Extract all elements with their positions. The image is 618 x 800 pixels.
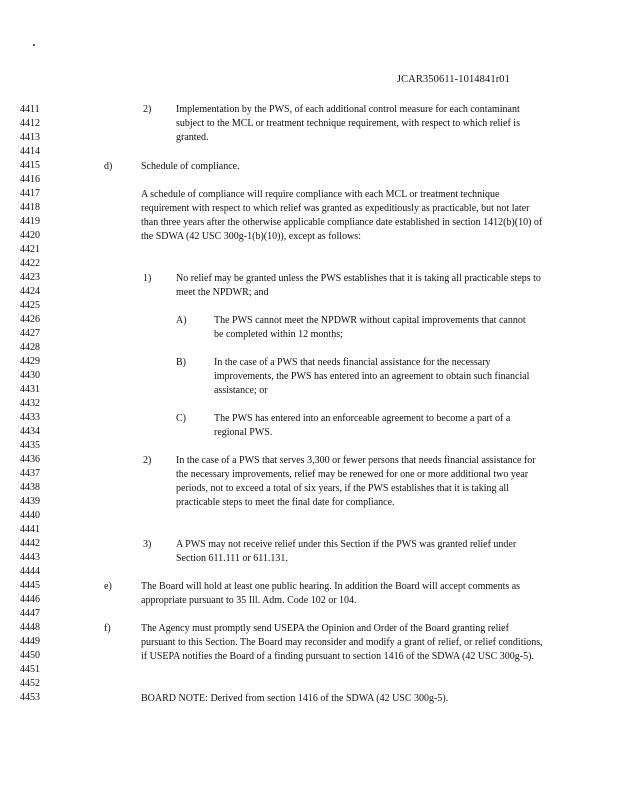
item-d2-label: 2) <box>143 455 152 466</box>
item-d1B-label: B) <box>176 357 186 368</box>
line-number: 4452 <box>20 678 40 689</box>
line-number: 4439 <box>20 496 40 507</box>
line-number: 4441 <box>20 524 40 535</box>
item-d1-label: 1) <box>143 273 152 284</box>
line-number: 4449 <box>20 636 40 647</box>
line-number: 4437 <box>20 468 40 479</box>
line-number: 4417 <box>20 188 40 199</box>
line-number: 4422 <box>20 258 40 269</box>
board-note: BOARD NOTE: Derived from section 1416 of the SDWA (42 USC 300g-5). <box>141 693 449 704</box>
section-d-label: d) <box>104 161 113 172</box>
line-number: 4424 <box>20 286 40 297</box>
item-d1-text: No relief may be granted unless the PWS establishes that it is taking all practicable steps to meet the NPDWR; and <box>176 273 541 299</box>
line-number: 4442 <box>20 538 40 549</box>
line-number: 4440 <box>20 510 40 521</box>
item-d2-text: In the case of a PWS that serves 3,300 or fewer persons that needs financial assistance for the necessary improvements, relief may be renewed for one or more additional two year periods, not to exceed a total of six years, if the PWS establishes that it is taking all practicable steps to meet the final date for compliance. <box>176 455 536 509</box>
section-f-label: f) <box>104 623 111 634</box>
document-id-header: JCAR350611-1014841r01 <box>396 74 510 85</box>
section-d-intro: A schedule of compliance will require compliance with each MCL or treatment technique requirement with respect to which relief was granted as expeditiously as practicable, but not later than three years after the otherwise applicable compliance date established in section 1412(b)(10) of the SDWA (42 USC 300g-1(b)(10)), except as follows: <box>141 189 543 243</box>
line-number: 4445 <box>20 580 40 591</box>
line-number: 4419 <box>20 216 40 227</box>
line-number: 4433 <box>20 412 40 423</box>
section-d-title: Schedule of compliance. <box>141 161 240 172</box>
line-number: 4426 <box>20 314 40 325</box>
item-d1A-label: A) <box>176 315 187 326</box>
line-number: 4414 <box>20 146 40 157</box>
line-number: 4430 <box>20 370 40 381</box>
line-number: 4429 <box>20 356 40 367</box>
item-c2-text: Implementation by the PWS, of each additional control measure for each contaminant subject to the MCL or treatment technique requirement, with respect to which relief is granted. <box>176 104 520 144</box>
line-number: 4418 <box>20 202 40 213</box>
line-number: 4436 <box>20 454 40 465</box>
line-number: 4416 <box>20 174 40 185</box>
line-number: 4438 <box>20 482 40 493</box>
scan-speck <box>33 44 35 46</box>
section-f-text: The Agency must promptly send USEPA the Opinion and Order of the Board granting relief pursuant to this Section. The Board may reconsider and modify a grant of relief, or relief conditions, if USEPA notifies the Board of a finding pursuant to section 1416 of the SDWA (42 USC 300g-5). <box>141 623 543 663</box>
line-number: 4434 <box>20 426 40 437</box>
line-number: 4427 <box>20 328 40 339</box>
line-number: 4451 <box>20 664 40 675</box>
line-number: 4428 <box>20 342 40 353</box>
line-number: 4448 <box>20 622 40 633</box>
line-number: 4425 <box>20 300 40 311</box>
item-d1A-text: The PWS cannot meet the NPDWR without capital improvements that cannot be completed within 12 months; <box>214 315 526 341</box>
line-number: 4450 <box>20 650 40 661</box>
line-number: 4446 <box>20 594 40 605</box>
line-number: 4411 <box>20 104 40 115</box>
item-d1B-text: In the case of a PWS that needs financial assistance for the necessary improvements, the PWS has entered into an agreement to obtain such financial assistance; or <box>214 357 530 397</box>
line-number: 4413 <box>20 132 40 143</box>
line-number: 4423 <box>20 272 40 283</box>
section-e-label: e) <box>104 581 112 592</box>
line-number: 4412 <box>20 118 40 129</box>
section-e-text: The Board will hold at least one public hearing. In addition the Board will accept comments as appropriate pursuant to 35 Ill. Adm. Code 102 or 104. <box>141 581 521 607</box>
line-number: 4432 <box>20 398 40 409</box>
item-d3-text: A PWS may not receive relief under this Section if the PWS was granted relief under Section 611.111 or 611.131. <box>176 539 517 565</box>
line-number: 4435 <box>20 440 40 451</box>
line-number: 4431 <box>20 384 40 395</box>
line-number: 4447 <box>20 608 40 619</box>
line-number: 4443 <box>20 552 40 563</box>
line-number: 4453 <box>20 692 40 703</box>
line-number: 4444 <box>20 566 40 577</box>
item-d1C-text: The PWS has entered into an enforceable agreement to become a part of a regional PWS. <box>214 413 511 439</box>
line-number: 4421 <box>20 244 40 255</box>
item-d1C-label: C) <box>176 413 186 424</box>
item-c2-label: 2) <box>143 104 152 115</box>
line-number: 4415 <box>20 160 40 171</box>
item-d3-label: 3) <box>143 539 152 550</box>
line-number: 4420 <box>20 230 40 241</box>
